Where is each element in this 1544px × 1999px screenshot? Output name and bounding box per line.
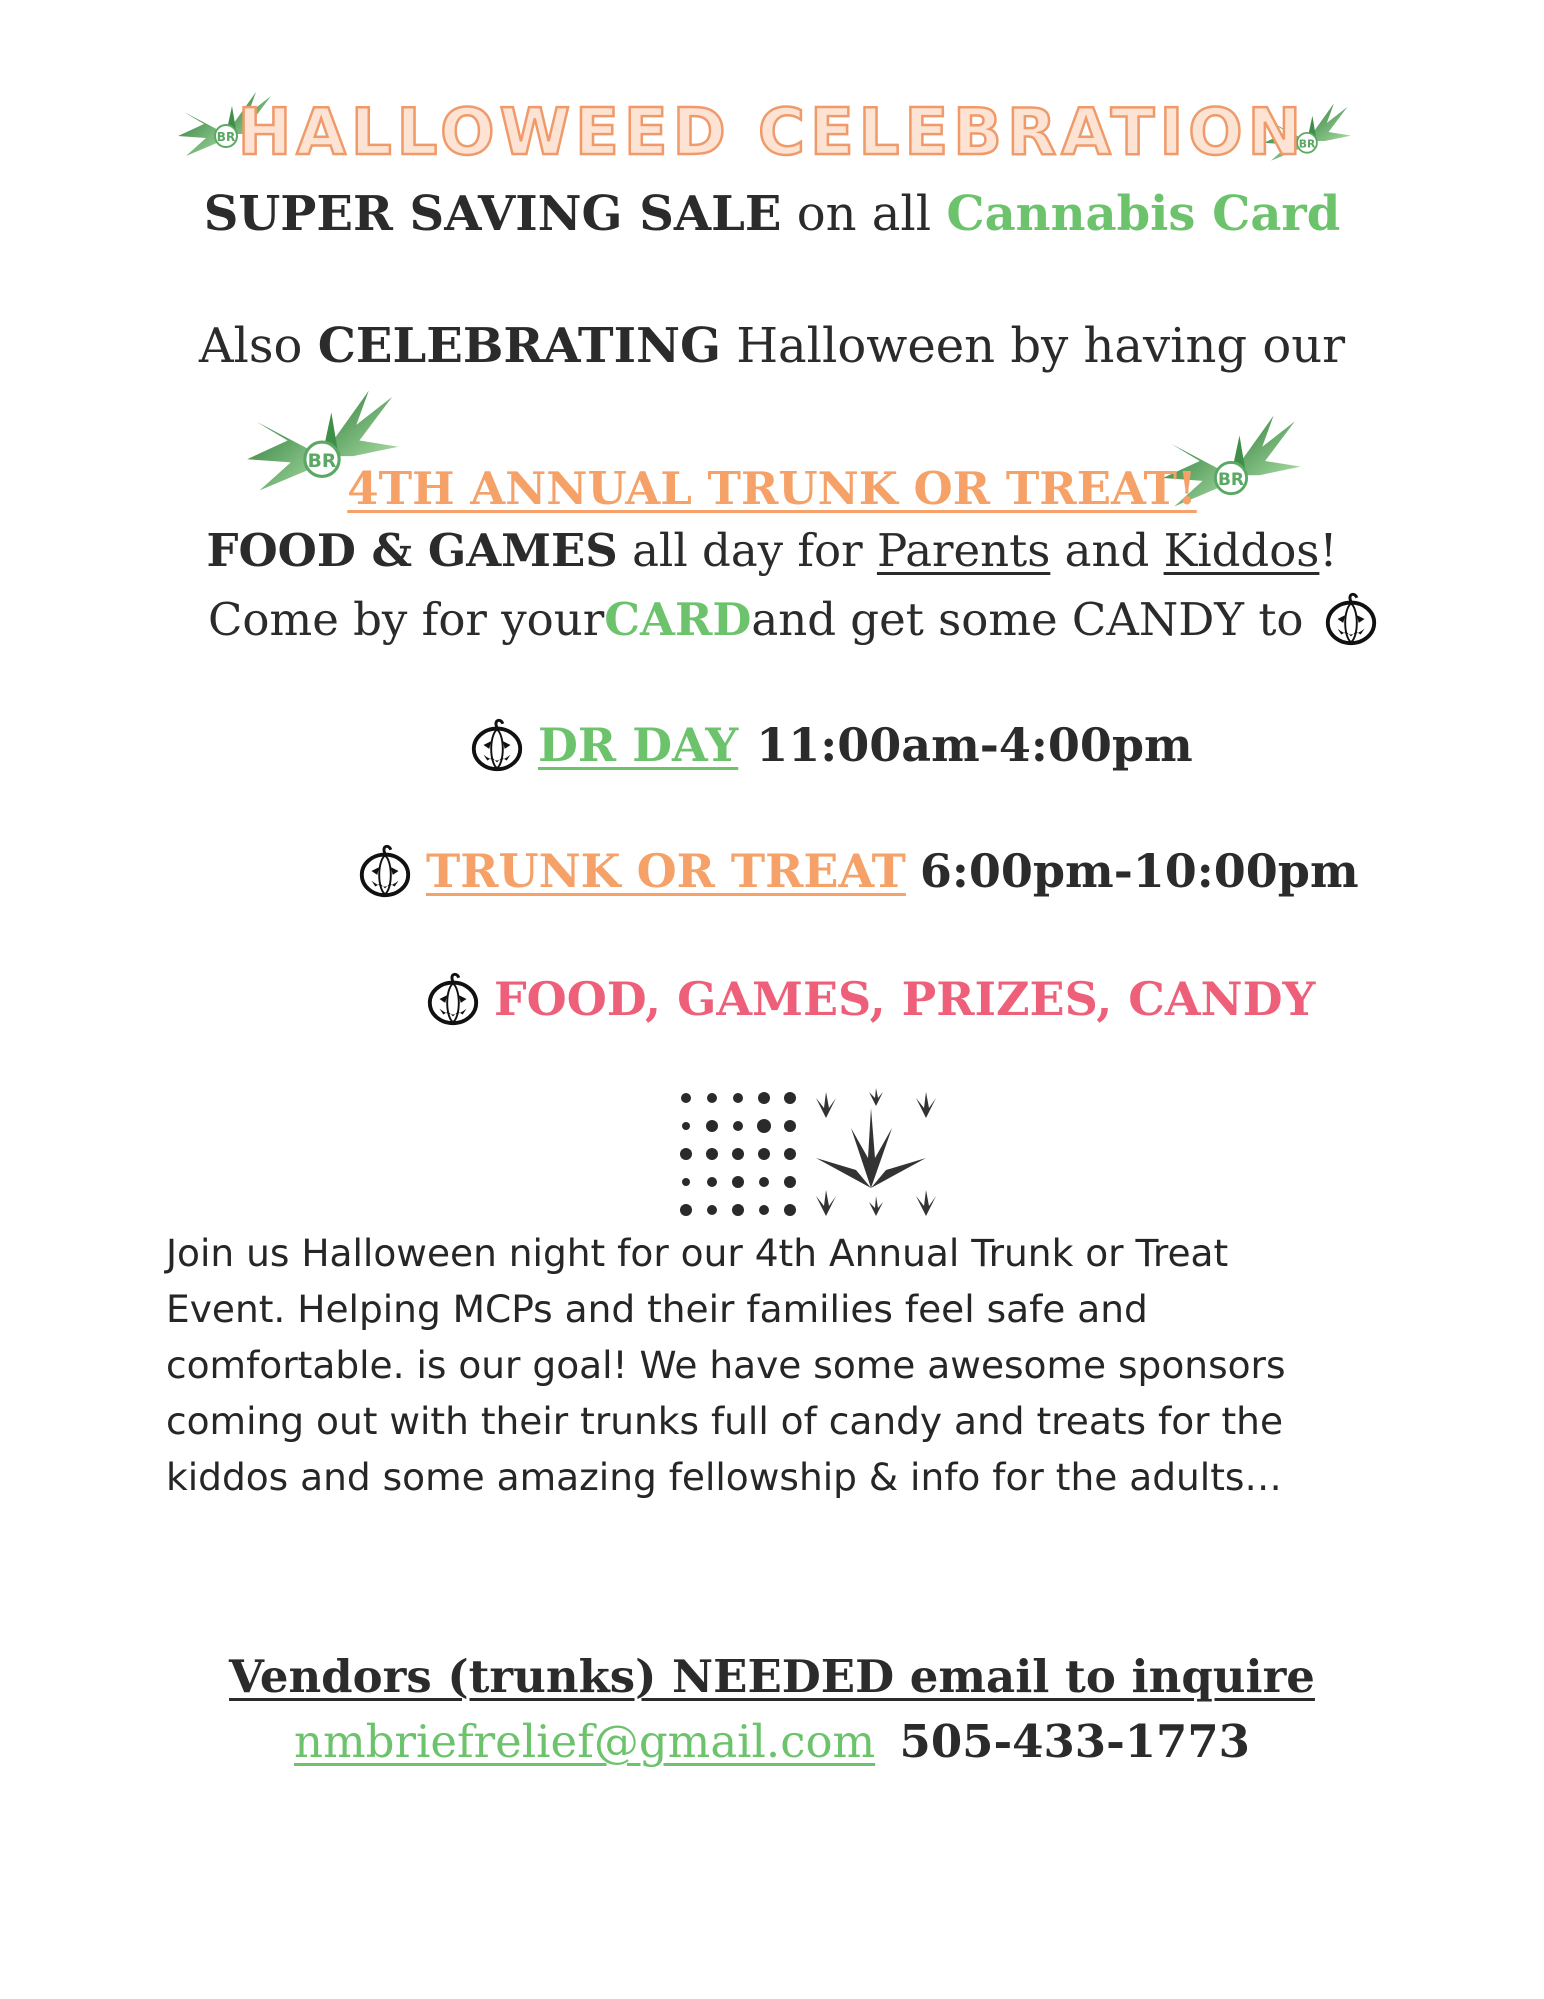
intro-line: [0, 318, 1544, 374]
pumpkin-icon: [356, 842, 414, 900]
and-text: and: [1050, 524, 1164, 577]
parents-text: Parents: [876, 524, 1051, 577]
schedule-dr-day: [468, 716, 1193, 774]
cannabis-card-text: Cannabis Card: [946, 186, 1341, 242]
halloween-icon-set: [676, 1088, 942, 1220]
sale-bold-text: SUPER SAVING SALE: [203, 186, 782, 242]
intro-rest-text: Halloween by having our: [720, 318, 1346, 374]
vendors-line: [0, 1650, 1544, 1703]
sale-mid-text: on all: [781, 186, 947, 242]
food-games-text: FOOD & GAMES: [206, 524, 618, 577]
pumpkin-icon: [468, 716, 526, 774]
come-by-line: [208, 590, 1392, 648]
event-title: HALLOWEED CELEBRATION: [237, 96, 1307, 170]
kiddos-text: Kiddos: [1163, 524, 1320, 577]
all-day-text: all day for: [617, 524, 877, 577]
schedule-label: FOOD, GAMES, PRIZES, CANDY: [494, 972, 1316, 1026]
sale-line: [0, 186, 1544, 242]
schedule-time: 6:00pm-10:00pm: [919, 844, 1359, 898]
schedule-food-games: [424, 970, 1315, 1028]
card-text: CARD: [604, 592, 752, 646]
schedule-label: DR DAY: [538, 718, 739, 772]
vendors-heading: Vendors (trunks) NEEDED email to inquire: [229, 1650, 1315, 1703]
exclamation-text: !: [1319, 524, 1338, 577]
come-by-text: Come by for your: [208, 592, 605, 646]
pumpkin-icon: [1322, 590, 1380, 648]
contact-line: [0, 1715, 1544, 1768]
celebrating-text: CELEBRATING: [317, 318, 721, 374]
phone-number: 505-433-1773: [899, 1715, 1250, 1768]
food-games-line: [0, 524, 1544, 577]
trunk-or-treat-headline: 4TH ANNUAL TRUNK OR TREAT!: [347, 462, 1197, 515]
pumpkin-icon: [424, 970, 482, 1028]
also-text: Also: [198, 318, 318, 374]
candy-text: and get some CANDY to: [751, 592, 1304, 646]
schedule-time: 11:00am-4:00pm: [756, 718, 1193, 772]
email-link[interactable]: nmbriefrelief@gmail.com: [293, 1715, 876, 1768]
event-description: Join us Halloween night for our 4th Annual Trunk or Treat Event. Helping MCPs and their families feel safe and comfortable. is our goal! We have some awesome sponsors coming out with their trunks full of candy and treats for the kiddos and some amazing fellowship & info for the adults…: [166, 1231, 1286, 1499]
schedule-trunk-or-treat: [356, 842, 1359, 900]
event-headline: [0, 462, 1544, 515]
schedule-label: TRUNK OR TREAT: [426, 844, 906, 898]
